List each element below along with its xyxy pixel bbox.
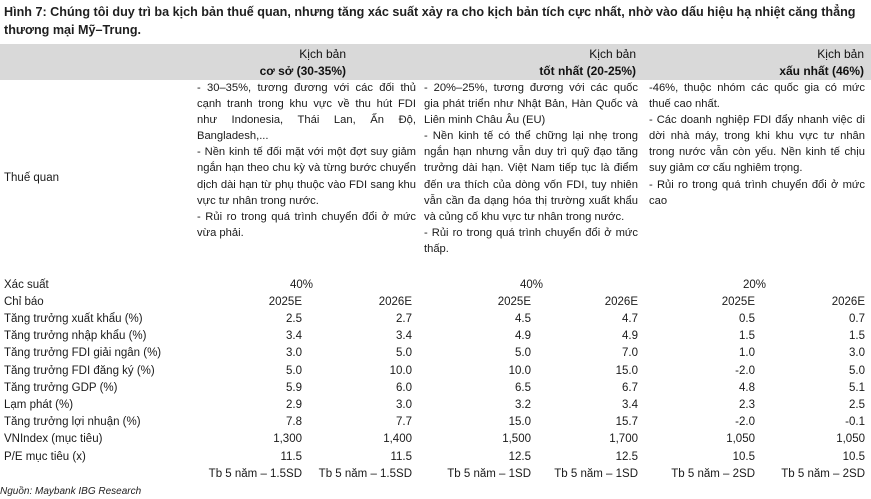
row-value: 3.0 <box>286 347 302 360</box>
header-worst-scenario <box>650 44 868 80</box>
row-value: Tb 5 năm – 2SD <box>781 467 865 480</box>
row-value: 11.5 <box>280 450 302 463</box>
row-value: 10.0 <box>508 364 531 377</box>
row-value: 3.0 <box>396 399 412 411</box>
row-value: 4.7 <box>622 313 638 325</box>
row-value: Tb 5 năm – 1SD <box>447 467 531 480</box>
header-worst-line2: xấu nhất (46%) <box>779 64 864 78</box>
row-value: Tb 5 năm – 1SD <box>554 467 638 480</box>
row-value: 4.8 <box>739 381 755 394</box>
header-base-line1: Kịch bản <box>299 47 346 61</box>
tariff-base-point: - Nền kinh tế đối mặt với một đợt suy giảm ngắn hạn theo chu kỳ và từng bước chuyển dịch dài hạn từ phụ thuộc vào FDI sang khu vực tư nhân trong nước. <box>197 146 416 207</box>
table-row <box>0 346 871 363</box>
row-value: 3.4 <box>396 330 412 343</box>
row-value: 3.4 <box>622 399 638 411</box>
probability-best: 40% <box>520 279 544 291</box>
row-value: 7.8 <box>286 416 302 429</box>
year-worst-2026: 2026E <box>831 296 865 308</box>
row-value: 1,700 <box>609 433 638 446</box>
probability-worst: 20% <box>743 279 767 291</box>
row-label: P/E mục tiêu (x) <box>4 450 86 463</box>
row-value: 6.5 <box>515 381 531 394</box>
row-value: 7.7 <box>396 416 412 429</box>
row-value: 2.5 <box>286 313 302 325</box>
table-row <box>0 312 871 329</box>
figure-title: Hình 7: Chúng tôi duy trì ba kịch bản thuế quan, nhưng tăng xác suất xảy ra cho kịch bản tích cực nhất, nhờ vào dấu hiệu hạ nhiệt căng thẳng thương mại Mỹ–Trung. <box>4 5 856 37</box>
table-row <box>0 415 871 432</box>
row-value: 7.0 <box>622 347 638 360</box>
table-row <box>0 432 871 449</box>
row-value: 2.7 <box>396 313 412 325</box>
header-best-line1: Kịch bản <box>589 47 636 61</box>
row-value: 2.5 <box>849 399 865 411</box>
tariff-base-point: - Rủi ro trong quá trình chuyển đổi ở mức vừa phải. <box>197 210 416 239</box>
table-row <box>0 364 871 381</box>
row-label: Tăng trưởng FDI giải ngân (%) <box>4 347 162 360</box>
header-worst-line1: Kịch bản <box>817 47 864 61</box>
row-value: -2.0 <box>735 416 755 429</box>
row-value: 5.0 <box>396 347 412 360</box>
row-value: 1.5 <box>739 330 755 343</box>
row-value: 1,500 <box>502 433 531 446</box>
row-value: Tb 5 năm – 1.5SD <box>208 467 302 480</box>
row-value: 5.0 <box>515 347 531 360</box>
row-value: 4.9 <box>515 330 531 343</box>
header-best-line2: tốt nhất (20-25%) <box>539 64 636 78</box>
row-value: 1,400 <box>383 433 412 446</box>
row-value: -2.0 <box>735 364 755 377</box>
scenario-header <box>0 44 871 80</box>
year-worst-2025: 2025E <box>721 296 755 308</box>
table-row <box>0 467 871 484</box>
row-value: 1,050 <box>836 433 865 446</box>
row-value: 10.5 <box>842 450 865 463</box>
row-value: Tb 5 năm – 2SD <box>671 467 755 480</box>
row-value: 3.0 <box>849 347 865 360</box>
row-value: 3.4 <box>286 330 302 343</box>
probability-base: 40% <box>290 279 314 291</box>
year-base-2025: 2025E <box>268 296 302 308</box>
row-value: 0.5 <box>739 313 755 325</box>
row-label: Tăng trưởng nhập khẩu (%) <box>4 330 147 343</box>
probability-label: Xác suất <box>4 279 49 291</box>
row-value: 4.5 <box>515 313 531 325</box>
header-base-scenario <box>195 44 350 80</box>
row-value: 5.0 <box>286 364 302 377</box>
tariff-worst-point: - Rủi ro trong quá trình chuyển đổi ở mức cao <box>649 178 865 207</box>
tariff-base-description <box>197 80 416 241</box>
row-value: 1,050 <box>726 433 755 446</box>
tariff-label: Thuế quan <box>4 172 59 184</box>
row-value: 2.3 <box>739 399 755 411</box>
row-value: 10.5 <box>732 450 755 463</box>
tariff-best-description <box>424 80 638 257</box>
row-value: 1.0 <box>739 347 755 360</box>
row-value: 12.5 <box>615 450 638 463</box>
source-note: Nguồn: Maybank IBG Research <box>0 486 142 497</box>
table-row <box>0 450 871 467</box>
row-value: 2.9 <box>286 399 302 411</box>
row-label: Tăng trưởng FDI đăng ký (%) <box>4 364 155 377</box>
header-base-line2: cơ sở (30-35%) <box>259 64 346 78</box>
table-row <box>0 381 871 398</box>
probability-row <box>0 278 871 295</box>
row-value: 15.7 <box>615 416 638 429</box>
row-value: 15.0 <box>615 364 638 377</box>
row-value: 10.0 <box>389 364 412 377</box>
year-best-2025: 2025E <box>497 296 531 308</box>
tariff-best-point: - Nền kinh tế có thể chững lại nhẹ trong ngắn hạn nhưng vẫn duy trì quỹ đạo tăng trưởng dài hạn. Việt Nam tiếp tục là điểm đến ưa thích của dòng vốn FDI, tuy nhiên vẫn cần đa dạng hóa thị trường xuất khẩu và củng cố khu vực tư nhân trong nước. <box>424 130 638 223</box>
year-base-2026: 2026E <box>378 296 412 308</box>
table-row <box>0 329 871 346</box>
year-best-2026: 2026E <box>604 296 638 308</box>
row-value: 15.0 <box>508 416 531 429</box>
row-value: 1,300 <box>273 433 302 446</box>
row-value: 4.9 <box>622 330 638 343</box>
table-row <box>0 398 871 415</box>
indicator-label: Chỉ báo <box>4 296 44 308</box>
tariff-base-point: - 30–35%, tương đương với các đối thủ cạnh tranh trong khu vực về thu hút FDI như Indonesia, Thái Lan, Ấn Độ, Bangladesh,... <box>197 82 416 143</box>
tariff-worst-description <box>649 80 865 209</box>
tariff-best-point: - 20%–25%, tương đương với các quốc gia phát triển như Nhật Bản, Hàn Quốc và Liên minh Châu Âu (EU) <box>424 82 638 127</box>
row-label: Lạm phát (%) <box>4 399 74 411</box>
row-value: 3.2 <box>515 399 531 411</box>
row-value: 11.5 <box>390 450 412 463</box>
row-value: 6.0 <box>396 381 412 394</box>
tariff-best-point: - Rủi ro trong quá trình chuyển đổi ở mức thấp. <box>424 226 638 255</box>
header-best-scenario <box>410 44 640 80</box>
row-label: Tăng trưởng lợi nhuận (%) <box>4 416 141 429</box>
row-label: Tăng trưởng GDP (%) <box>4 381 118 394</box>
row-value: Tb 5 năm – 1.5SD <box>318 467 412 480</box>
row-label: Tăng trưởng xuất khẩu (%) <box>4 313 143 325</box>
row-value: 0.7 <box>849 313 865 325</box>
tariff-worst-point: -46%, thuộc nhóm các quốc gia có mức thuế cao nhất. <box>649 82 865 111</box>
row-value: 6.7 <box>622 381 638 394</box>
row-value: 5.9 <box>286 381 302 394</box>
tariff-worst-point: - Các doanh nghiệp FDI đẩy nhanh việc di dời nhà máy, trong khi khu vực tư nhân trong nước vẫn còn yếu. Nền kinh tế chịu suy giảm cơ cấu nghiêm trọng. <box>649 114 865 175</box>
row-value: 12.5 <box>508 450 531 463</box>
row-value: -0.1 <box>845 416 865 429</box>
indicator-header-row <box>0 295 871 312</box>
row-value: 5.1 <box>849 381 865 394</box>
row-value: 5.0 <box>849 364 865 377</box>
row-value: 1.5 <box>849 330 865 343</box>
row-label: VNIndex (mục tiêu) <box>4 433 103 446</box>
